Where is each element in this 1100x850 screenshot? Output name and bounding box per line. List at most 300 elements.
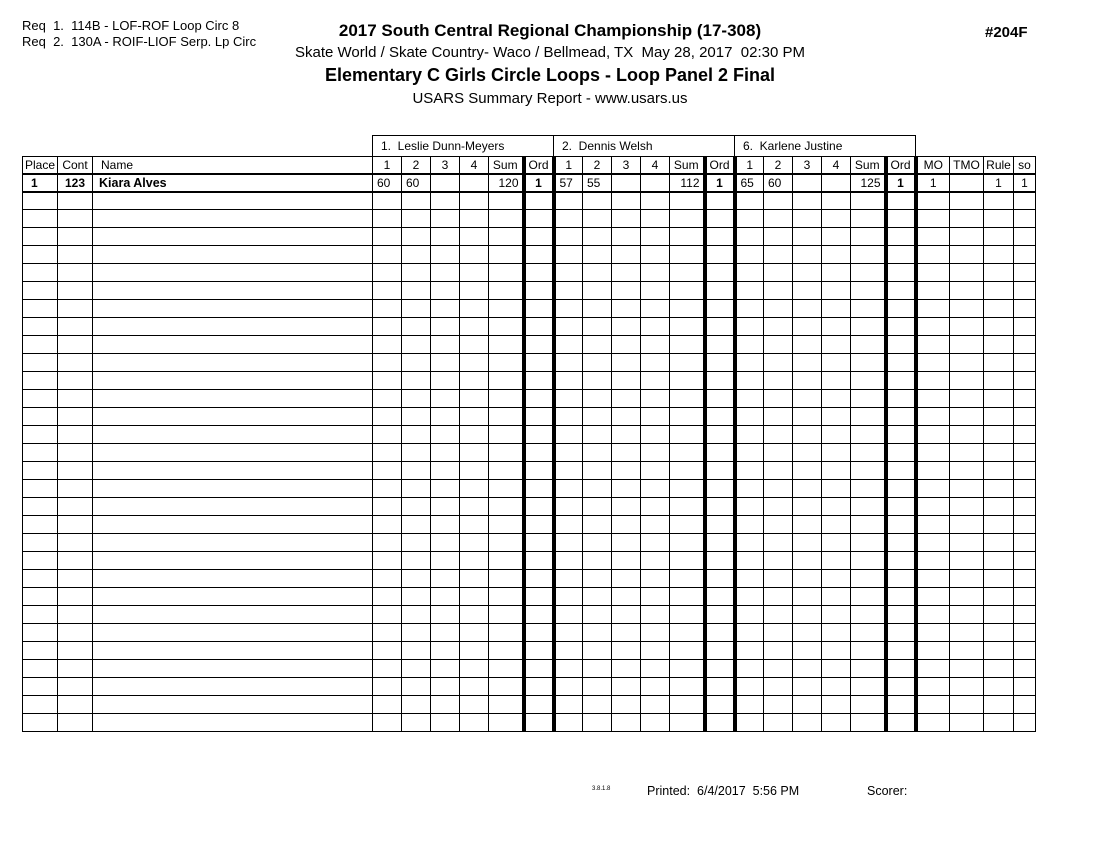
cell-j2-ord	[705, 660, 735, 678]
cell-j1-score1	[373, 444, 402, 462]
cell-j2-ord	[705, 588, 735, 606]
cell-j3-sum	[851, 354, 886, 372]
cell-j1-score4	[460, 372, 489, 390]
cell-j2-score1	[554, 588, 583, 606]
cell-j3-sum	[851, 588, 886, 606]
cell-j1-score3	[431, 660, 460, 678]
cell-j2-ord	[705, 318, 735, 336]
cell-tmo	[950, 444, 984, 462]
cell-j3-score2	[764, 210, 793, 228]
cell-j1-score4	[460, 480, 489, 498]
cell-j2-score4	[641, 336, 670, 354]
cell-j2-sum	[670, 192, 705, 210]
cell-tmo	[950, 336, 984, 354]
skater-row	[23, 174, 1036, 192]
cell-j2-sum	[670, 462, 705, 480]
cell-place	[23, 534, 58, 552]
cell-j3-ord	[886, 660, 916, 678]
empty-row	[23, 624, 1036, 642]
cell-j1-ord	[524, 570, 554, 588]
cell-j2-score2	[583, 192, 612, 210]
cell-j3-score1	[735, 372, 764, 390]
cell-j1-score3	[431, 246, 460, 264]
cell-j1-score2	[402, 300, 431, 318]
cell-j1-score1	[373, 534, 402, 552]
cell-place: 1	[23, 174, 58, 192]
cell-j2-score1	[554, 390, 583, 408]
cell-tmo	[950, 660, 984, 678]
cell-cont: 123	[58, 174, 93, 192]
judge-name-3: 6. Karlene Justine	[735, 136, 916, 157]
cell-j1-score1	[373, 498, 402, 516]
cell-j2-sum	[670, 516, 705, 534]
cell-j1-score4	[460, 498, 489, 516]
cell-j2-score1	[554, 606, 583, 624]
cell-j3-score1	[735, 210, 764, 228]
cell-j2-score1	[554, 354, 583, 372]
cell-j2-score3	[612, 516, 641, 534]
cell-j3-score1	[735, 696, 764, 714]
cell-j1-score2	[402, 390, 431, 408]
cell-j1-score1	[373, 678, 402, 696]
cell-name	[93, 534, 373, 552]
cell-name	[93, 210, 373, 228]
cell-j3-ord	[886, 246, 916, 264]
cell-j2-score3	[612, 534, 641, 552]
cell-so	[1014, 588, 1036, 606]
cell-j3-ord	[886, 534, 916, 552]
cell-j2-ord	[705, 228, 735, 246]
cell-rule	[984, 678, 1014, 696]
cell-j2-ord	[705, 426, 735, 444]
cell-j2-score2	[583, 588, 612, 606]
cell-tmo	[950, 318, 984, 336]
cell-j2-ord	[705, 354, 735, 372]
cell-j3-score2	[764, 408, 793, 426]
cell-j2-score3	[612, 462, 641, 480]
cell-cont	[58, 228, 93, 246]
header-j1-sum: Sum	[489, 157, 524, 174]
cell-j2-score3	[612, 696, 641, 714]
cell-so	[1014, 426, 1036, 444]
cell-rule	[984, 570, 1014, 588]
cell-j2-score1	[554, 552, 583, 570]
cell-j1-ord	[524, 300, 554, 318]
cell-j3-score3	[793, 282, 822, 300]
cell-cont	[58, 210, 93, 228]
cell-j1-score1	[373, 210, 402, 228]
cell-j3-sum	[851, 372, 886, 390]
cell-j1-ord	[524, 318, 554, 336]
cell-j2-score4	[641, 246, 670, 264]
cell-j1-score3	[431, 264, 460, 282]
cell-rule	[984, 660, 1014, 678]
cell-rule	[984, 606, 1014, 624]
cell-j3-score4	[822, 588, 851, 606]
cell-j2-sum: 112	[670, 174, 705, 192]
cell-j3-score3	[793, 678, 822, 696]
cell-j3-score1	[735, 534, 764, 552]
cell-j3-score2	[764, 642, 793, 660]
cell-j2-ord	[705, 444, 735, 462]
cell-j2-score3	[612, 444, 641, 462]
score-table	[22, 135, 1036, 732]
cell-j3-score2	[764, 462, 793, 480]
cell-j3-sum	[851, 714, 886, 732]
cell-j2-score2	[583, 660, 612, 678]
cell-j1-score3	[431, 462, 460, 480]
cell-mo	[916, 192, 950, 210]
cell-j2-score3	[612, 264, 641, 282]
cell-j3-sum	[851, 642, 886, 660]
cell-j1-score3	[431, 570, 460, 588]
cell-mo	[916, 336, 950, 354]
cell-j2-score1	[554, 192, 583, 210]
header-so: so	[1014, 157, 1036, 174]
cell-j2-score4	[641, 552, 670, 570]
cell-j3-score2	[764, 678, 793, 696]
cell-rule	[984, 714, 1014, 732]
cell-tmo	[950, 426, 984, 444]
cell-j3-score1	[735, 642, 764, 660]
cell-j2-score4	[641, 390, 670, 408]
cell-j2-score2	[583, 300, 612, 318]
cell-name	[93, 516, 373, 534]
cell-j3-ord	[886, 714, 916, 732]
cell-j2-score2	[583, 624, 612, 642]
cell-rule	[984, 516, 1014, 534]
cell-j1-ord	[524, 642, 554, 660]
cell-name	[93, 264, 373, 282]
cell-j3-ord	[886, 282, 916, 300]
cell-so	[1014, 606, 1036, 624]
cell-mo	[916, 660, 950, 678]
cell-j1-score1	[373, 318, 402, 336]
cell-j3-sum	[851, 660, 886, 678]
cell-j3-score4	[822, 192, 851, 210]
cell-j1-ord	[524, 228, 554, 246]
cell-j3-score1	[735, 444, 764, 462]
cell-j2-score3	[612, 354, 641, 372]
report-type-line: USARS Summary Report - www.usars.us	[412, 90, 688, 107]
cell-j1-score3	[431, 534, 460, 552]
cell-j2-score4	[641, 498, 670, 516]
header-place: Place	[23, 157, 58, 174]
document-number: #204F	[985, 24, 1028, 41]
cell-j3-score1	[735, 354, 764, 372]
cell-j2-score2	[583, 210, 612, 228]
cell-j2-score3	[612, 588, 641, 606]
cell-tmo	[950, 696, 984, 714]
cell-cont	[58, 678, 93, 696]
cell-j3-ord	[886, 228, 916, 246]
cell-j3-score1	[735, 462, 764, 480]
empty-row	[23, 210, 1036, 228]
cell-j2-sum	[670, 480, 705, 498]
cell-tmo	[950, 462, 984, 480]
cell-j1-sum	[489, 192, 524, 210]
cell-so	[1014, 390, 1036, 408]
cell-j3-score4	[822, 300, 851, 318]
cell-j1-score2	[402, 210, 431, 228]
cell-j1-ord	[524, 210, 554, 228]
cell-j3-sum	[851, 246, 886, 264]
cell-j2-score4	[641, 264, 670, 282]
cell-cont	[58, 300, 93, 318]
cell-j2-score3	[612, 660, 641, 678]
cell-j2-score4	[641, 714, 670, 732]
cell-mo	[916, 300, 950, 318]
cell-mo	[916, 552, 950, 570]
cell-j3-score1	[735, 300, 764, 318]
cell-j2-score1	[554, 444, 583, 462]
cell-j1-score3	[431, 426, 460, 444]
cell-j1-score2	[402, 678, 431, 696]
cell-j2-ord	[705, 696, 735, 714]
cell-cont	[58, 498, 93, 516]
cell-j1-score2	[402, 372, 431, 390]
cell-j1-score4	[460, 336, 489, 354]
cell-rule	[984, 300, 1014, 318]
cell-place	[23, 642, 58, 660]
cell-j1-score3	[431, 282, 460, 300]
cell-j2-score4	[641, 282, 670, 300]
cell-j2-score4	[641, 534, 670, 552]
cell-name	[93, 444, 373, 462]
cell-j1-score1: 60	[373, 174, 402, 192]
cell-j2-score2: 55	[583, 174, 612, 192]
cell-j3-score4	[822, 174, 851, 192]
cell-j1-score2	[402, 192, 431, 210]
cell-j1-sum	[489, 570, 524, 588]
cell-j1-sum	[489, 678, 524, 696]
cell-so	[1014, 462, 1036, 480]
cell-j1-score4	[460, 534, 489, 552]
cell-j2-score1	[554, 480, 583, 498]
cell-j2-score1	[554, 624, 583, 642]
cell-place	[23, 300, 58, 318]
cell-place	[23, 408, 58, 426]
cell-j2-score3	[612, 282, 641, 300]
cell-j3-sum	[851, 426, 886, 444]
cell-j3-score4	[822, 642, 851, 660]
cell-name	[93, 714, 373, 732]
cell-j2-ord	[705, 498, 735, 516]
cell-j2-sum	[670, 246, 705, 264]
cell-j3-ord	[886, 552, 916, 570]
cell-tmo	[950, 642, 984, 660]
cell-mo	[916, 210, 950, 228]
cell-j1-sum	[489, 480, 524, 498]
cell-j3-score1	[735, 606, 764, 624]
header-j1-score2: 2	[402, 157, 431, 174]
cell-name	[93, 228, 373, 246]
venue-date-line: Skate World / Skate Country- Waco / Bellmead, TX May 28, 2017 02:30 PM	[295, 44, 805, 61]
cell-j2-score3	[612, 300, 641, 318]
cell-j2-score3	[612, 192, 641, 210]
cell-mo	[916, 534, 950, 552]
cell-j3-ord	[886, 318, 916, 336]
cell-j1-ord	[524, 696, 554, 714]
header-j3-ord: Ord	[886, 157, 916, 174]
cell-j1-score1	[373, 408, 402, 426]
cell-j2-score1	[554, 516, 583, 534]
cell-j3-ord	[886, 642, 916, 660]
cell-j3-score4	[822, 570, 851, 588]
cell-j2-score3	[612, 408, 641, 426]
cell-j3-score3	[793, 696, 822, 714]
cell-name	[93, 426, 373, 444]
cell-j1-ord	[524, 678, 554, 696]
cell-rule	[984, 696, 1014, 714]
cell-j1-score4	[460, 426, 489, 444]
cell-j2-score3	[612, 336, 641, 354]
cell-j1-sum	[489, 372, 524, 390]
cell-j1-score4	[460, 588, 489, 606]
cell-j3-score2	[764, 192, 793, 210]
header-j1-ord: Ord	[524, 157, 554, 174]
cell-j2-score3	[612, 606, 641, 624]
cell-j3-score3	[793, 462, 822, 480]
cell-j3-sum	[851, 444, 886, 462]
cell-j2-score4	[641, 606, 670, 624]
cell-cont	[58, 390, 93, 408]
cell-j3-score3	[793, 426, 822, 444]
empty-row	[23, 480, 1036, 498]
cell-j3-sum	[851, 606, 886, 624]
cell-j3-score4	[822, 354, 851, 372]
cell-cont	[58, 552, 93, 570]
cell-j1-score1	[373, 660, 402, 678]
cell-j2-score3	[612, 570, 641, 588]
cell-j1-score3	[431, 498, 460, 516]
cell-j3-ord	[886, 480, 916, 498]
cell-j1-sum	[489, 318, 524, 336]
cell-place	[23, 210, 58, 228]
header-j3-score4: 4	[822, 157, 851, 174]
cell-so	[1014, 318, 1036, 336]
cell-j1-score1	[373, 714, 402, 732]
cell-j2-score2	[583, 606, 612, 624]
cell-j1-score2	[402, 408, 431, 426]
cell-j1-score2	[402, 282, 431, 300]
cell-j3-score4	[822, 660, 851, 678]
cell-j1-score4	[460, 444, 489, 462]
cell-j3-score4	[822, 282, 851, 300]
cell-j1-score1	[373, 624, 402, 642]
cell-tmo	[950, 354, 984, 372]
title-block	[0, 20, 1100, 109]
cell-j1-score3	[431, 642, 460, 660]
cell-j1-sum	[489, 624, 524, 642]
cell-so	[1014, 192, 1036, 210]
cell-name	[93, 318, 373, 336]
cell-j3-score3	[793, 228, 822, 246]
cell-j2-score2	[583, 408, 612, 426]
cell-j2-score4	[641, 642, 670, 660]
cell-j1-score4	[460, 282, 489, 300]
cell-name	[93, 678, 373, 696]
cell-cont	[58, 408, 93, 426]
cell-j1-score4	[460, 264, 489, 282]
cell-j2-score2	[583, 642, 612, 660]
cell-j3-ord	[886, 462, 916, 480]
cell-so	[1014, 660, 1036, 678]
cell-name: Kiara Alves	[93, 174, 373, 192]
cell-j3-score4	[822, 552, 851, 570]
header-j2-score3: 3	[612, 157, 641, 174]
cell-j3-score3	[793, 408, 822, 426]
cell-j2-score4	[641, 372, 670, 390]
cell-j2-score2	[583, 354, 612, 372]
cell-j2-score1	[554, 210, 583, 228]
judge-name-1: 1. Leslie Dunn-Meyers	[373, 136, 554, 157]
cell-j1-score1	[373, 300, 402, 318]
cell-j3-score4	[822, 426, 851, 444]
cell-j1-score2	[402, 498, 431, 516]
cell-j1-score3	[431, 444, 460, 462]
cell-j2-ord	[705, 714, 735, 732]
championship-title: 2017 South Central Regional Championship (17-308)	[338, 21, 762, 40]
cell-j1-score4	[460, 570, 489, 588]
cell-j3-sum	[851, 210, 886, 228]
cell-j1-score2	[402, 462, 431, 480]
cell-j3-score2	[764, 246, 793, 264]
cell-j3-score2	[764, 282, 793, 300]
cell-j2-score4	[641, 354, 670, 372]
cell-mo	[916, 714, 950, 732]
cell-j2-ord	[705, 462, 735, 480]
cell-j2-ord	[705, 516, 735, 534]
cell-j1-score3	[431, 606, 460, 624]
cell-j2-ord	[705, 336, 735, 354]
cell-j2-score1	[554, 300, 583, 318]
cell-j3-ord	[886, 516, 916, 534]
cell-j1-sum	[489, 390, 524, 408]
cell-j2-score1	[554, 660, 583, 678]
cell-so	[1014, 336, 1036, 354]
cell-j2-ord	[705, 642, 735, 660]
cell-j1-score4	[460, 462, 489, 480]
cell-name	[93, 354, 373, 372]
cell-j3-ord	[886, 588, 916, 606]
cell-cont	[58, 318, 93, 336]
cell-tmo	[950, 192, 984, 210]
cell-j2-sum	[670, 228, 705, 246]
cell-mo	[916, 444, 950, 462]
cell-tmo	[950, 624, 984, 642]
cell-j1-sum	[489, 552, 524, 570]
cell-j1-score4	[460, 606, 489, 624]
cell-j2-score2	[583, 714, 612, 732]
cell-rule	[984, 210, 1014, 228]
cell-j2-ord	[705, 408, 735, 426]
cell-j3-score3	[793, 336, 822, 354]
cell-j1-score3	[431, 678, 460, 696]
cell-j3-score3	[793, 588, 822, 606]
cell-j1-sum	[489, 588, 524, 606]
cell-mo	[916, 516, 950, 534]
cell-j1-sum	[489, 516, 524, 534]
empty-row	[23, 318, 1036, 336]
cell-j1-ord	[524, 390, 554, 408]
cell-j3-score2	[764, 336, 793, 354]
cell-j2-sum	[670, 606, 705, 624]
cell-j1-sum	[489, 642, 524, 660]
cell-j2-score3	[612, 642, 641, 660]
cell-j3-score4	[822, 534, 851, 552]
cell-j1-score4	[460, 714, 489, 732]
